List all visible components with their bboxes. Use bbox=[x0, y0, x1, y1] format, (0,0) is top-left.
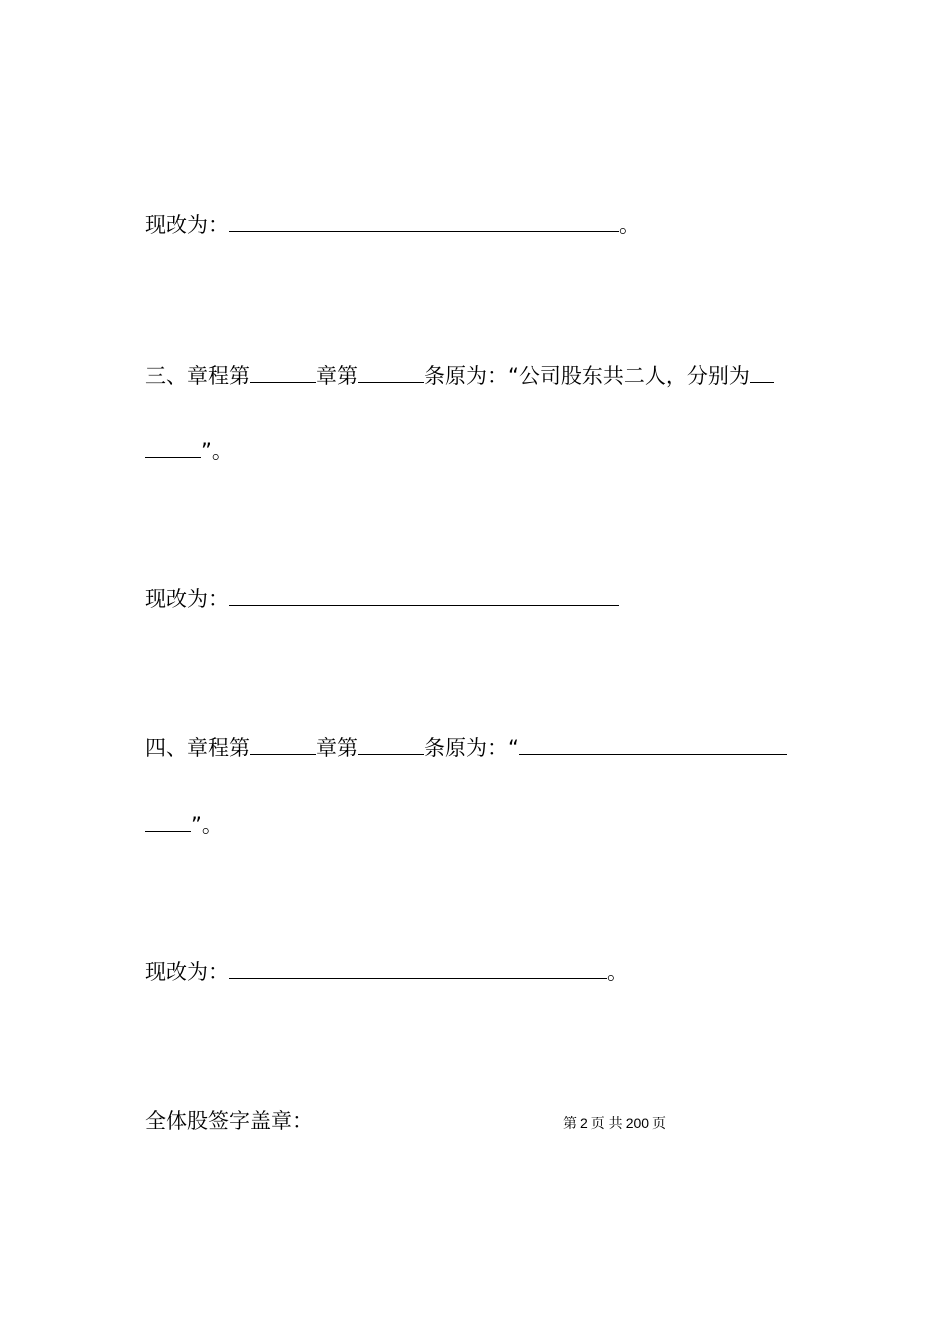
original-text-blank[interactable] bbox=[519, 733, 787, 755]
change-label: 现改为： bbox=[145, 587, 229, 611]
item-3-line-2 bbox=[145, 436, 233, 464]
page-prefix: 第 bbox=[563, 1115, 577, 1131]
item-4-original-text: 条原为：“ bbox=[424, 736, 519, 760]
original-text-blank-continued[interactable] bbox=[145, 810, 191, 832]
change-label: 现改为： bbox=[145, 960, 229, 984]
fill-blank[interactable] bbox=[229, 957, 607, 979]
signature-line bbox=[145, 1107, 313, 1135]
signature-label: 全体股签字盖章： bbox=[145, 1109, 313, 1133]
close-quote: ”。 bbox=[191, 813, 223, 837]
change-line-1 bbox=[145, 210, 640, 238]
change-line-3 bbox=[145, 957, 628, 985]
item-3-chapter-label: 章第 bbox=[316, 364, 358, 388]
item-3-original-text: 条原为：“公司股东共二人，分别为 bbox=[424, 364, 750, 388]
change-label: 现改为： bbox=[145, 213, 229, 237]
fill-blank[interactable] bbox=[229, 210, 619, 232]
chapter-blank[interactable] bbox=[250, 733, 316, 755]
item-4-line-2 bbox=[145, 810, 223, 838]
page-suffix: 页 bbox=[652, 1115, 667, 1131]
shareholders-blank-continued[interactable] bbox=[145, 436, 201, 458]
article-blank[interactable] bbox=[358, 733, 424, 755]
page-mid: 页 共 bbox=[590, 1115, 623, 1131]
page-indicator bbox=[563, 1113, 669, 1133]
item-3-prefix: 三、章程第 bbox=[145, 364, 250, 388]
chapter-blank[interactable] bbox=[250, 361, 316, 383]
item-3-line-1 bbox=[145, 361, 774, 389]
period: 。 bbox=[619, 213, 640, 237]
item-4-line-1 bbox=[145, 733, 787, 761]
period: 。 bbox=[607, 960, 628, 984]
item-4-prefix: 四、章程第 bbox=[145, 736, 250, 760]
close-quote: ”。 bbox=[201, 439, 233, 463]
page-total: 200 bbox=[625, 1115, 650, 1131]
change-line-2 bbox=[145, 584, 619, 612]
article-blank[interactable] bbox=[358, 361, 424, 383]
page-number: 2 bbox=[580, 1115, 588, 1131]
item-4-chapter-label: 章第 bbox=[316, 736, 358, 760]
fill-blank[interactable] bbox=[229, 584, 619, 606]
shareholders-blank[interactable] bbox=[750, 361, 774, 383]
